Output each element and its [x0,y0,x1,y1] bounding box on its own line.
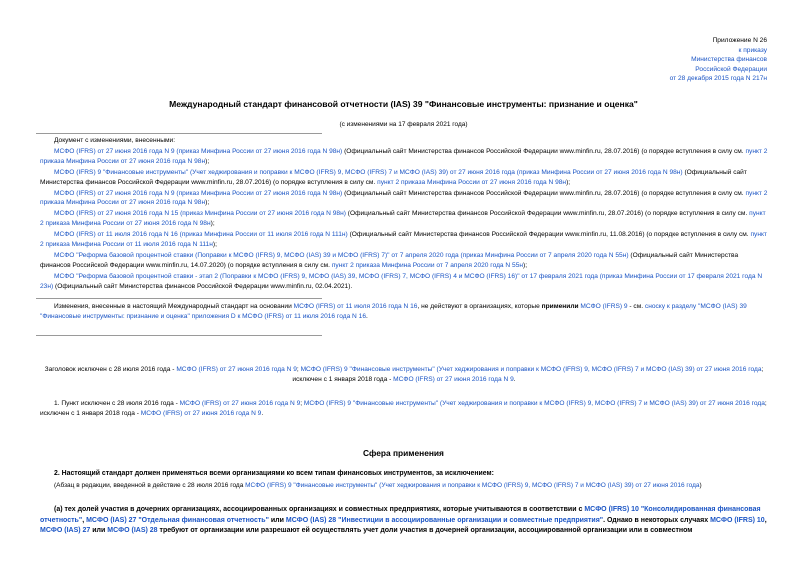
point1-link[interactable]: МСФО (IFRS) от 27 июня 2016 года N 9 [140,409,262,417]
change-item [40,209,768,229]
note-text: , не действуют в организациях, которые [417,303,542,310]
country-name [670,65,767,75]
item-a-text: требуют от организации или разрешают ей осуществлять учет доли участия в дочерней организации, ассоциированной организации или в совместном [157,527,693,534]
change-order-link[interactable]: (приказ Минфина России от 11 июля 2016 года N 111н) [177,231,348,239]
change-text: (Официальный сайт Министерства финансов Российской Федерации www.minfin.ru, 28.07.2016) (о порядке вступления в силу см. [40,168,747,186]
excluded-link[interactable]: МСФО (IFRS) от 27 июня 2016 года N 9 [393,375,514,383]
change-text: (Официальный сайт Министерства финансов Российской Федерации www.minfin.ru, 28.07.2016) (о порядке вступления в силу см. [342,189,746,197]
change-effective-link[interactable]: пункт 2 приказа Минфина России от 27 июня 2016 года N 98н [40,189,768,207]
change-link[interactable]: МСФО "Реформа базовой процентной ставки - этап 2 (Поправки к МСФО (IFRS) 9, МСФО (IAS) 39, МСФО (IFRS) 7, МСФО (IFRS) 4 и МСФО (IFRS) 16)" от 17 февраля 2021 года [54,272,598,280]
item-a-text: (а) тех долей участия в дочерних организациях, ассоциированных организациях и совместных предприятиях, которые учитываются в соответствии с [54,506,585,513]
change-item [40,251,768,271]
excluded-link[interactable]: МСФО (IFRS) от 27 июня 2016 года N 9 [176,366,297,373]
change-item [40,272,768,292]
change-tail: ); [205,157,210,165]
excluded-text: ; исключен с 1 января 2018 года - [292,366,764,383]
ministry-link[interactable]: Министерства финансов [691,56,767,64]
change-effective-link[interactable]: пункт 2 приказа Минфина России от 7 апреля 2020 года N 55н [331,261,524,269]
item-a-link[interactable]: МСФО (IAS) 28 [107,527,158,534]
item-a-link[interactable]: МСФО (IFRS) 10 [710,516,765,524]
change-item [40,230,768,250]
change-item [40,168,768,188]
change-effective-link[interactable]: пункт 2 приказа Минфина России от 27 июня 2016 года N 98н [40,148,768,165]
note-text: . [366,312,368,320]
change-text: (Официальный сайт Министерства финансов Российской Федерации www.minfin.ru, 28.07.2016) (о порядке вступления в силу см. [345,210,750,218]
changes-note [40,302,768,322]
note-link-ifrs16[interactable]: МСФО (IFRS) от 11 июля 2016 года N 16 [293,303,418,310]
appendix-order-label [670,46,767,56]
appendix-header [670,36,767,84]
appendix-number: Приложение N 26 [712,37,767,44]
change-tail: ); [210,220,215,228]
change-tail: ); [212,240,217,248]
divider-middle [36,298,322,299]
note-link-ifrs9[interactable]: МСФО (IFRS) 9 [580,303,628,310]
document-title: Международный стандарт финансовой отчетности (IAS) 39 "Финансовые инструменты: признание и оценка" [169,99,638,109]
point-1 [40,399,768,419]
change-link[interactable]: МСФО (IFRS) от 27 июня 2016 года N 15 [54,210,179,218]
excluded-link[interactable]: МСФО (IFRS) 9 "Финансовые инструменты" (Учет хеджирования и поправки к МСФО (IFRS) 9, МСФО (IFRS) 7 и МСФО (IAS) 39) от 27 июня 2016 года [300,366,762,373]
item-a-text: или [268,516,286,524]
change-effective-link[interactable]: пункт 2 приказа Минфина России от 11 июля 2016 года N 111н [40,231,767,248]
item-a-text: , [82,516,87,524]
change-effective-link[interactable]: пункт 2 приказа Минфина России от 27 июня 2016 года N 98н [377,178,567,186]
change-effective-link[interactable]: пункт 2 приказа Минфина России от 27 июня 2016 года N 98н [40,210,766,228]
divider-bottom [36,335,322,336]
section-title: Сфера применения [363,448,444,458]
point1-link[interactable]: МСФО (IFRS) 9 "Финансовые инструменты" (Учет хеджирования и поправки к МСФО (IFRS) 9, МСФО (IFRS) 7 и МСФО (IAS) 39) от 27 июня 2016 года [303,400,765,407]
country-link[interactable]: Российской Федерации [695,65,767,73]
note-emphasis: применили [541,303,579,310]
ministry-name [670,55,767,65]
point1-text: ; исключен с 1 января 2018 года - [40,400,767,417]
excluded-heading-note [40,365,768,385]
order-link[interactable]: к приказу [738,46,767,54]
change-tail: ); [205,199,210,207]
point-2: 2. Настоящий стандарт должен применяться всеми организациями ко всем типам финансовых инструментов, за исключением: [54,470,494,477]
excluded-text: ; [296,366,301,373]
change-text: (Официальный сайт Министерства финансов Российской Федерации www.minfin.ru, 28.07.2016) (о порядке вступления в силу см. [342,148,746,156]
change-link[interactable]: МСФО "Реформа базовой процентной ставки (Поправки к МСФО (IFRS) 9, МСФО (IAS) 39 и МСФО (IFRS) 7)" от 7 апреля 2020 года [54,252,459,260]
change-order-link[interactable]: (приказ Минфина России от 27 июня 2016 года N 98н) [178,210,346,218]
document-subtitle: (с изменениями на 17 февраля 2021 года) [339,121,468,128]
change-link[interactable]: МСФО (IFRS) 9 "Финансовые инструменты" (Учет хеджирования и поправки к МСФО (IFRS) 9, МСФО (IFRS) 7 и МСФО (IAS) 39) от 27 июня 2016 года [54,168,515,176]
change-item [40,147,768,167]
order-date-link[interactable]: от 28 декабря 2015 года N 217н [669,75,767,83]
change-link[interactable]: МСФО (IFRS) от 27 июня 2016 года N 9 [54,148,175,156]
excluded-text: Заголовок исключен с 28 июля 2016 года - [44,366,177,373]
change-link[interactable]: МСФО (IFRS) от 27 июня 2016 года N 9 [54,189,175,197]
item-a-link[interactable]: МСФО (IAS) 28 "Инвестиции в ассоциированные организации и совместные предприятия" [285,516,604,524]
change-tail: ); [523,261,528,269]
note-link-footnote[interactable]: сноску к разделу "МСФО (IAS) 39 "Финансовые инструменты: признание и оценка" приложения D к МСФО (IFRS) от 11 июля 2016 года N 16 [40,303,747,320]
item-a-link[interactable]: МСФО (IAS) 27 "Отдельная финансовая отчетность" [86,516,269,524]
point2-note-text: ) [699,482,702,489]
item-a-text: или [90,527,108,534]
change-tail: ); [566,178,571,186]
note-text: Изменения, внесенные в настоящий Международный стандарт на основании [54,303,294,310]
change-text: (Официальный сайт Министерства финансов Российской Федерации www.minfin.ru, 14.07.2020) (о порядке вступления в силу см. [40,252,739,269]
change-order-link[interactable]: (приказ Минфина России от 27 июня 2016 года N 98н) [514,168,683,176]
changes-list [40,136,768,293]
excluded-text: . [513,375,516,383]
change-item [40,189,768,209]
change-link[interactable]: МСФО (IFRS) от 11 июля 2016 года N 16 [54,231,178,239]
point1-text: . [261,409,264,417]
point1-text: 1. Пункт исключен с 28 июля 2016 года - [54,400,180,407]
item-a-text: . Однако в некоторых случаях [603,516,711,524]
divider-top [36,133,322,134]
change-order-link[interactable]: (приказ Минфина России от 27 июня 2016 года N 98н) [174,189,343,197]
note-text: - см. [627,303,645,310]
point-2-note [54,481,768,490]
point-2-item-a [40,505,768,537]
item-a-text: , [764,516,767,524]
item-a-link[interactable]: МСФО (IFRS) 10 "Консолидированная финансовая отчетность" [40,506,761,524]
change-order-link[interactable]: (приказ Минфина России от 27 июня 2016 года N 98н) [174,148,343,156]
point2-note-text: (Абзац в редакции, введенной в действие с 28 июля 2016 года [54,482,246,489]
point1-link[interactable]: МСФО (IFRS) от 27 июня 2016 года N 9 [179,400,301,407]
point2-note-link[interactable]: МСФО (IFRS) 9 "Финансовые инструменты" (Учет хеджирования и поправки к МСФО (IFRS) 9, МСФО (IFRS) 7 и МСФО (IAS) 39) от 27 июня 2016 года [245,482,700,489]
item-a-link[interactable]: МСФО (IAS) 27 [40,527,91,534]
change-order-link[interactable]: (приказ Минфина России от 7 апреля 2020 года N 55н) [458,252,629,260]
changes-intro: Документ с изменениями, внесенными: [54,137,176,144]
change-text: (Официальный сайт Министерства финансов Российской Федерации www.minfin.ru, 02.04.2021). [53,282,353,290]
order-date [670,74,767,84]
point1-text: ; [300,400,304,407]
change-order-link[interactable]: (приказ Минфина России от 17 февраля 2021 года N 23н) [40,272,763,290]
change-text: (Официальный сайт Министерства финансов Российской Федерации www.minfin.ru, 11.08.2016) (о порядке вступления в силу см. [347,231,751,239]
